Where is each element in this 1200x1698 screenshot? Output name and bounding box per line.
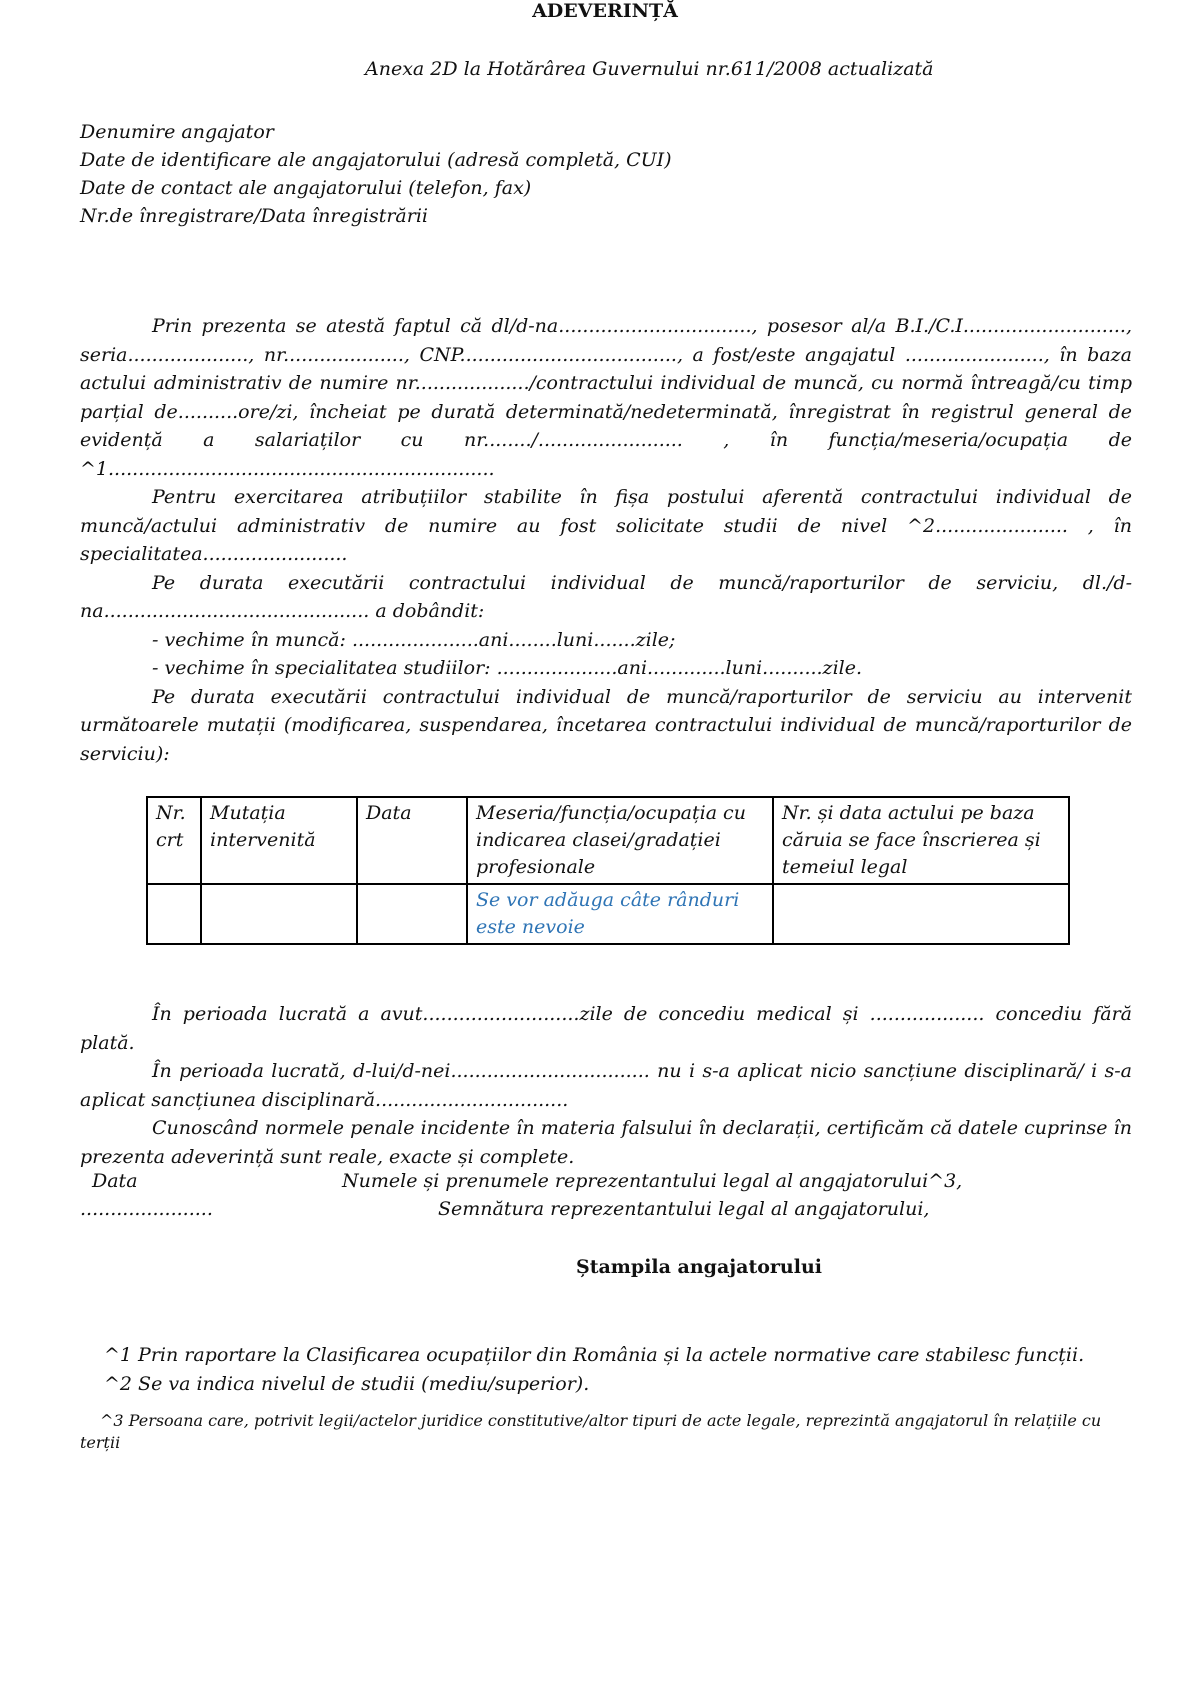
header-nr-crt: Nr. crt xyxy=(147,797,201,884)
representative-signature-label: Semnătura reprezentantului legal al angajatorului, xyxy=(438,1198,930,1220)
document-title-text: ADEVERINȚĂ xyxy=(532,0,678,22)
header-mutation: Mutația intervenită xyxy=(201,797,357,884)
employer-name-line: Denumire angajator xyxy=(80,121,274,143)
employer-id-line: Date de identificare ale angajatorului (adresă completă, CUI) xyxy=(80,149,672,171)
table-cell xyxy=(357,884,467,944)
paragraph-seniority: Pe durata executării contractului individual de muncă/raporturilor de serviciu, dl./d-na............................................ a dobândit: xyxy=(80,571,1132,622)
registration-line: Nr.de înregistrare/Data înregistrării xyxy=(80,205,428,227)
header-act: Nr. și data actului pe baza căruia se face înscrierea și temeiul legal xyxy=(773,797,1069,884)
signature-date-label: Data xyxy=(92,1170,138,1192)
paragraph-studies: Pentru exercitarea atribuțiilor stabilite în fișa postului aferentă contractului individual de muncă/actului administrativ de numire au fost solicitate studii de nivel ^2...................... , în specialitatea........................ xyxy=(80,486,1132,565)
paragraph-leave: În perioada lucrată a avut..........................zile de concediu medical și ................... concediu fără plată. xyxy=(80,1003,1132,1054)
certificate-body xyxy=(80,312,1132,768)
paragraph-declaration: Cunoscând normele penale incidente în materia falsului în declarații, certificăm că datele cuprinse în prezenta adeverință sunt reale, exacte și complete. xyxy=(80,1117,1132,1168)
header-occupation: Meseria/funcția/ocupația cu indicarea clasei/gradației profesionale xyxy=(467,797,773,884)
table-row xyxy=(147,884,1069,944)
annex-reference: Anexa 2D la Hotărârea Guvernului nr.611/2008 actualizată xyxy=(365,58,934,80)
footnote-1: ^1 Prin raportare la Clasificarea ocupațiilor din România și la actele normative care stabilesc funcții. xyxy=(104,1344,1085,1366)
seniority-work: - vechime în muncă: .....................ani........luni.......zile; xyxy=(152,628,676,651)
table-cell xyxy=(147,884,201,944)
footnote-3: ^3 Persoana care, potrivit legii/actelor juridice constitutive/altor tipuri de acte legale, reprezintă angajatorul în relațiile cu terții xyxy=(80,1411,1102,1452)
employer-contact-line: Date de contact ale angajatorului (telefon, fax) xyxy=(80,177,532,199)
seniority-specialty: - vechime în specialitatea studiilor: ....................ani.............luni..........zile. xyxy=(152,657,863,679)
header-date: Data xyxy=(357,797,467,884)
table-cell xyxy=(773,884,1069,944)
mutations-table xyxy=(146,796,1070,945)
employer-block xyxy=(80,118,672,230)
certificate-body-continued xyxy=(80,1000,1132,1171)
paragraph-employment: Prin prezenta se atestă faptul că dl/d-na................................, posesor al/a B.I./C.I..........................., seria...................., nr...................., CNP...................................., a fost/este angajatul ......................., în baza actului administrativ de numire nr.................../contractului individual de muncă, cu normă întreagă/cu timp parțial de..........ore/zi, încheiat pe durată determinată/nedeterminată, înregistrat în registrul general de evidență a salariaților cu nr......../........................ , în funcția/meseria/ocupația de ^1................................................................ xyxy=(80,315,1132,480)
document-title xyxy=(0,0,1200,22)
table-cell xyxy=(201,884,357,944)
representative-name-label: Numele și prenumele reprezentantului legal al angajatorului^3, xyxy=(342,1170,963,1192)
footnote-2: ^2 Se va indica nivelul de studii (mediu/superior). xyxy=(104,1373,590,1395)
employer-stamp-label: Ștampila angajatorului xyxy=(576,1256,822,1278)
table-note: Se vor adăuga câte rânduri este nevoie xyxy=(467,884,773,944)
paragraph-mutations: Pe durata executării contractului individual de muncă/raporturilor de serviciu au intervenit următoarele mutații (modificarea, suspendarea, încetarea contractului individual de muncă/raporturilor de serviciu): xyxy=(80,685,1132,765)
table-header-row xyxy=(147,797,1069,884)
signature-date-field: ...................... xyxy=(80,1198,213,1220)
paragraph-sanctions: În perioada lucrată, d-lui/d-nei................................. nu i s-a aplicat nicio sancțiune disciplinară/ i s-a aplicat sancțiunea disciplinară................................ xyxy=(80,1060,1132,1111)
